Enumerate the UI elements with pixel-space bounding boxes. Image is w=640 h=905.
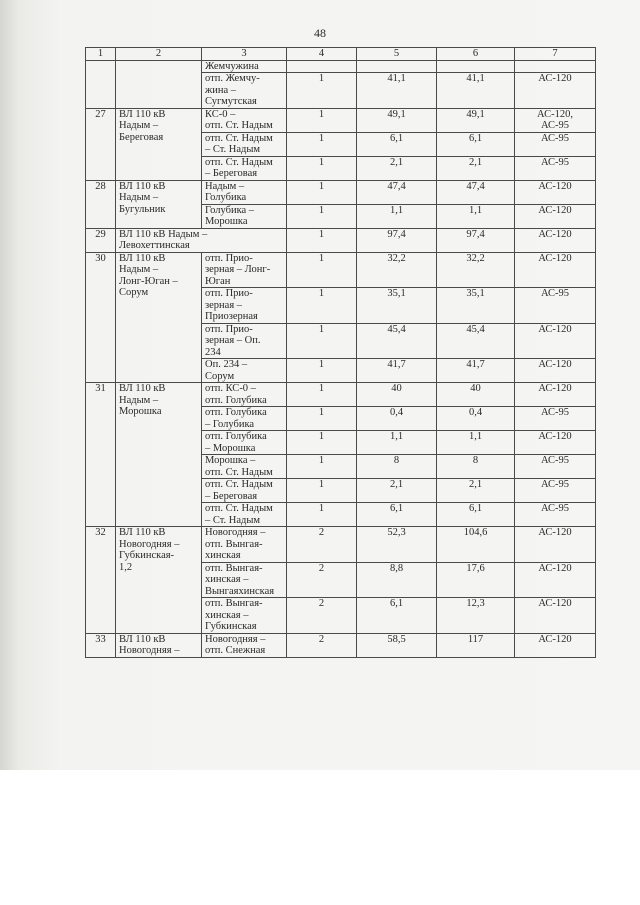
- segment-name: отп. Вынгая- хинская – Вынгаяхинская: [202, 562, 287, 598]
- circuit-count: 1: [287, 228, 357, 252]
- segment-length: 41,7: [357, 359, 437, 383]
- segment-length: 52,3: [357, 527, 437, 563]
- total-length: [437, 60, 515, 73]
- column-header: 4: [287, 48, 357, 61]
- total-length: 104,6: [437, 527, 515, 563]
- total-length: 1,1: [437, 204, 515, 228]
- column-header: 5: [357, 48, 437, 61]
- segment-name: Жемчужина: [202, 60, 287, 73]
- wire-type: АС-95: [515, 503, 596, 527]
- segment-length: 6,1: [357, 132, 437, 156]
- table-row: [86, 180, 596, 204]
- circuit-count: 2: [287, 633, 357, 657]
- segment-name: отп. Ст. Надым – Береговая: [202, 156, 287, 180]
- line-number: 31: [86, 383, 116, 527]
- total-length: 8: [437, 455, 515, 479]
- line-number: 32: [86, 527, 116, 634]
- table-row: [86, 383, 596, 407]
- wire-type: АС-120: [515, 562, 596, 598]
- wire-type: АС-120: [515, 633, 596, 657]
- total-length: 40: [437, 383, 515, 407]
- segment-name: отп. КС-0 – отп. Голубика: [202, 383, 287, 407]
- segment-name: Голубика – Морошка: [202, 204, 287, 228]
- wire-type: АС-95: [515, 156, 596, 180]
- segment-name: Морошка – отп. Ст. Надым: [202, 455, 287, 479]
- line-name: ВЛ 110 кВ Надым – Береговая: [116, 108, 202, 180]
- circuit-count: 1: [287, 156, 357, 180]
- wire-type: АС-120: [515, 180, 596, 204]
- table-row: [86, 60, 596, 73]
- wire-type: АС-95: [515, 455, 596, 479]
- line-number: 33: [86, 633, 116, 657]
- segment-length: 2,1: [357, 479, 437, 503]
- line-name: ВЛ 110 кВ Надым – Морошка: [116, 383, 202, 527]
- total-length: 49,1: [437, 108, 515, 132]
- table-row: [86, 252, 596, 288]
- column-header: 1: [86, 48, 116, 61]
- segment-name: КС-0 – отп. Ст. Надым: [202, 108, 287, 132]
- scan-shadow-edge: [0, 0, 18, 770]
- segment-name: Надым – Голубика: [202, 180, 287, 204]
- table-header-row: [86, 48, 596, 61]
- line-name: ВЛ 110 кВ Надым – Бугульник: [116, 180, 202, 228]
- segment-name: Новогодняя – отп. Снежная: [202, 633, 287, 657]
- total-length: 6,1: [437, 503, 515, 527]
- line-number: 28: [86, 180, 116, 228]
- segment-name: отп. Ст. Надым – Береговая: [202, 479, 287, 503]
- total-length: 97,4: [437, 228, 515, 252]
- table-row: [86, 108, 596, 132]
- total-length: 17,6: [437, 562, 515, 598]
- circuit-count: 1: [287, 180, 357, 204]
- wire-type: АС-120: [515, 383, 596, 407]
- segment-length: 40: [357, 383, 437, 407]
- segment-name: отп. Ст. Надым – Ст. Надым: [202, 503, 287, 527]
- segment-length: 32,2: [357, 252, 437, 288]
- column-header: 2: [116, 48, 202, 61]
- segment-name: отп. Голубика – Морошка: [202, 431, 287, 455]
- segment-length: 47,4: [357, 180, 437, 204]
- wire-type: АС-120: [515, 598, 596, 634]
- table-row: [86, 633, 596, 657]
- segment-name: отп. Ст. Надым – Ст. Надым: [202, 132, 287, 156]
- wire-type: АС-95: [515, 132, 596, 156]
- wire-type: АС-95: [515, 479, 596, 503]
- line-name: ВЛ 110 кВ Надым – Лонг-Юган – Сорум: [116, 252, 202, 383]
- circuit-count: 1: [287, 108, 357, 132]
- segment-name: Оп. 234 – Сорум: [202, 359, 287, 383]
- power-lines-table: [85, 47, 596, 658]
- circuit-count: 2: [287, 527, 357, 563]
- wire-type: [515, 60, 596, 73]
- line-number: 29: [86, 228, 116, 252]
- segment-length: 8,8: [357, 562, 437, 598]
- segment-length: 0,4: [357, 407, 437, 431]
- segment-length: [357, 60, 437, 73]
- segment-length: 6,1: [357, 503, 437, 527]
- segment-length: 97,4: [357, 228, 437, 252]
- wire-type: АС-120: [515, 431, 596, 455]
- circuit-count: 1: [287, 359, 357, 383]
- total-length: 2,1: [437, 156, 515, 180]
- wire-type: АС-120: [515, 323, 596, 359]
- total-length: 41,7: [437, 359, 515, 383]
- circuit-count: 1: [287, 479, 357, 503]
- circuit-count: 2: [287, 562, 357, 598]
- circuit-count: 2: [287, 598, 357, 634]
- circuit-count: 1: [287, 73, 357, 109]
- wire-type: АС-120: [515, 359, 596, 383]
- wire-type: АС-120: [515, 228, 596, 252]
- segment-length: 49,1: [357, 108, 437, 132]
- circuit-count: 1: [287, 252, 357, 288]
- wire-type: АС-95: [515, 407, 596, 431]
- total-length: 45,4: [437, 323, 515, 359]
- segment-length: 1,1: [357, 204, 437, 228]
- segment-length: 45,4: [357, 323, 437, 359]
- line-number: 30: [86, 252, 116, 383]
- segment-name: отп. Прио- зерная – Приозерная: [202, 288, 287, 324]
- line-number: [86, 60, 116, 108]
- segment-length: 1,1: [357, 431, 437, 455]
- segment-length: 6,1: [357, 598, 437, 634]
- column-header: 6: [437, 48, 515, 61]
- circuit-count: 1: [287, 503, 357, 527]
- total-length: 12,3: [437, 598, 515, 634]
- line-number: 27: [86, 108, 116, 180]
- table-row: [86, 228, 596, 252]
- total-length: 35,1: [437, 288, 515, 324]
- segment-name: отп. Голубика – Голубика: [202, 407, 287, 431]
- total-length: 32,2: [437, 252, 515, 288]
- segment-length: 41,1: [357, 73, 437, 109]
- circuit-count: 1: [287, 383, 357, 407]
- segment-name: Новогодняя – отп. Вынгая- хинская: [202, 527, 287, 563]
- column-header: 3: [202, 48, 287, 61]
- total-length: 0,4: [437, 407, 515, 431]
- segment-name: отп. Жемчу- жина – Сугмутская: [202, 73, 287, 109]
- segment-length: 58,5: [357, 633, 437, 657]
- total-length: 6,1: [437, 132, 515, 156]
- circuit-count: 1: [287, 204, 357, 228]
- line-name: [116, 60, 202, 108]
- wire-type: АС-120: [515, 204, 596, 228]
- line-name: ВЛ 110 кВ Надым – Левохеттинская: [116, 228, 287, 252]
- line-name: ВЛ 110 кВ Новогодняя – Губкинская- 1,2: [116, 527, 202, 634]
- column-header: 7: [515, 48, 596, 61]
- segment-name: отп. Вынгая- хинская – Губкинская: [202, 598, 287, 634]
- wire-type: АС-95: [515, 288, 596, 324]
- wire-type: АС-120, АС-95: [515, 108, 596, 132]
- segment-length: 2,1: [357, 156, 437, 180]
- segment-length: 8: [357, 455, 437, 479]
- wire-type: АС-120: [515, 252, 596, 288]
- wire-type: АС-120: [515, 527, 596, 563]
- segment-length: 35,1: [357, 288, 437, 324]
- total-length: 47,4: [437, 180, 515, 204]
- circuit-count: 1: [287, 323, 357, 359]
- circuit-count: [287, 60, 357, 73]
- wire-type: АС-120: [515, 73, 596, 109]
- table-row: [86, 527, 596, 563]
- circuit-count: 1: [287, 288, 357, 324]
- circuit-count: 1: [287, 455, 357, 479]
- circuit-count: 1: [287, 407, 357, 431]
- segment-name: отп. Прио- зерная – Оп. 234: [202, 323, 287, 359]
- circuit-count: 1: [287, 132, 357, 156]
- total-length: 2,1: [437, 479, 515, 503]
- total-length: 1,1: [437, 431, 515, 455]
- total-length: 41,1: [437, 73, 515, 109]
- page-number: 48: [314, 26, 326, 40]
- circuit-count: 1: [287, 431, 357, 455]
- segment-name: отп. Прио- зерная – Лонг- Юган: [202, 252, 287, 288]
- line-name: ВЛ 110 кВ Новогодняя –: [116, 633, 202, 657]
- total-length: 117: [437, 633, 515, 657]
